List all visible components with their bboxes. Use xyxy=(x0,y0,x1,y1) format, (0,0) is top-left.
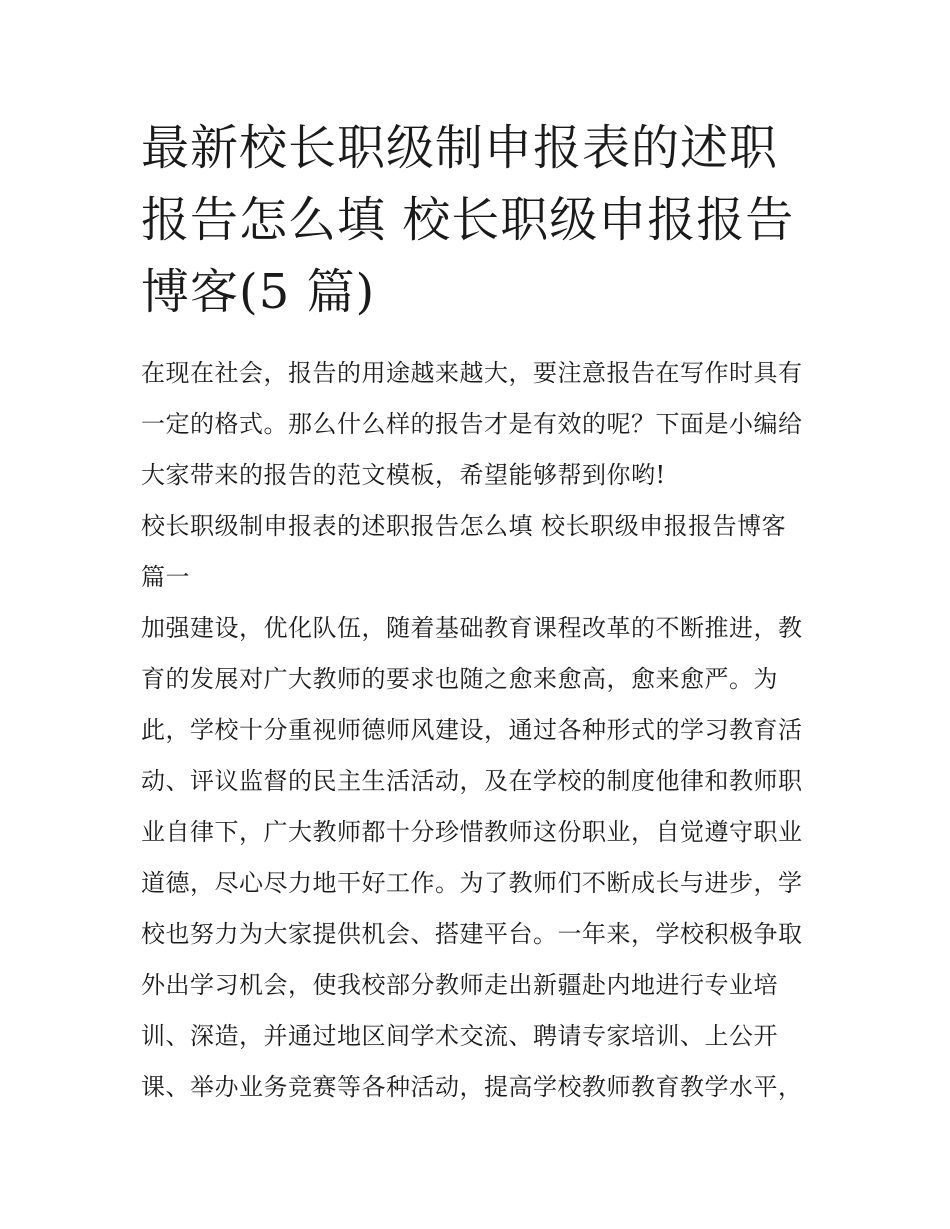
body-line-10: 课、举办业务竞赛等各种活动，提高学校教师教育教学水平， xyxy=(141,1073,803,1101)
title-line-3: 博客(5 篇) xyxy=(141,264,376,320)
intro-paragraph xyxy=(141,348,813,501)
intro-line-2: 一定的格式。那么什么样的报告才是有效的呢？下面是小编给 xyxy=(141,410,803,438)
section-heading-line-1: 校长职级制申报表的述职报告怎么填 校长职级申报报告博客 xyxy=(141,512,787,540)
body-line-5: 业自律下，广大教师都十分珍惜教师这份职业，自觉遵守职业 xyxy=(141,818,803,846)
body-line-2: 育的发展对广大教师的要求也随之愈来愈高，愈来愈严。为 xyxy=(141,665,778,693)
document-title xyxy=(141,112,813,328)
title-spacer xyxy=(141,328,813,348)
title-line-2: 报告怎么填 校长职级申报报告 xyxy=(141,192,795,248)
section-heading-line-2: 篇一 xyxy=(141,563,190,591)
body-line-6: 道德，尽心尽力地干好工作。为了教师们不断成长与进步，学 xyxy=(141,869,803,897)
body-line-4: 动、评议监督的民主生活活动，及在学校的制度他律和教师职 xyxy=(141,767,803,795)
intro-line-1: 在现在社会，报告的用途越来越大，要注意报告在写作时具有 xyxy=(141,359,803,387)
body-paragraph xyxy=(141,603,813,1113)
body-line-9: 训、深造，并通过地区间学术交流、聘请专家培训、上公开 xyxy=(141,1022,778,1050)
body-line-8: 外出学习机会，使我校部分教师走出新疆赴内地进行专业培 xyxy=(141,971,778,999)
body-line-7: 校也努力为大家提供机会、搭建平台。一年来，学校积极争取 xyxy=(141,920,803,948)
document-page xyxy=(141,112,813,1113)
intro-line-3: 大家带来的报告的范文模板，希望能够帮到你哟! xyxy=(141,461,666,489)
title-line-1: 最新校长职级制申报表的述职 xyxy=(141,120,779,176)
body-line-3: 此，学校十分重视师德师风建设，通过各种形式的学习教育活 xyxy=(141,716,803,744)
section-heading xyxy=(141,501,813,603)
body-line-1: 加强建设，优化队伍，随着基础教育课程改革的不断推进，教 xyxy=(141,614,803,642)
